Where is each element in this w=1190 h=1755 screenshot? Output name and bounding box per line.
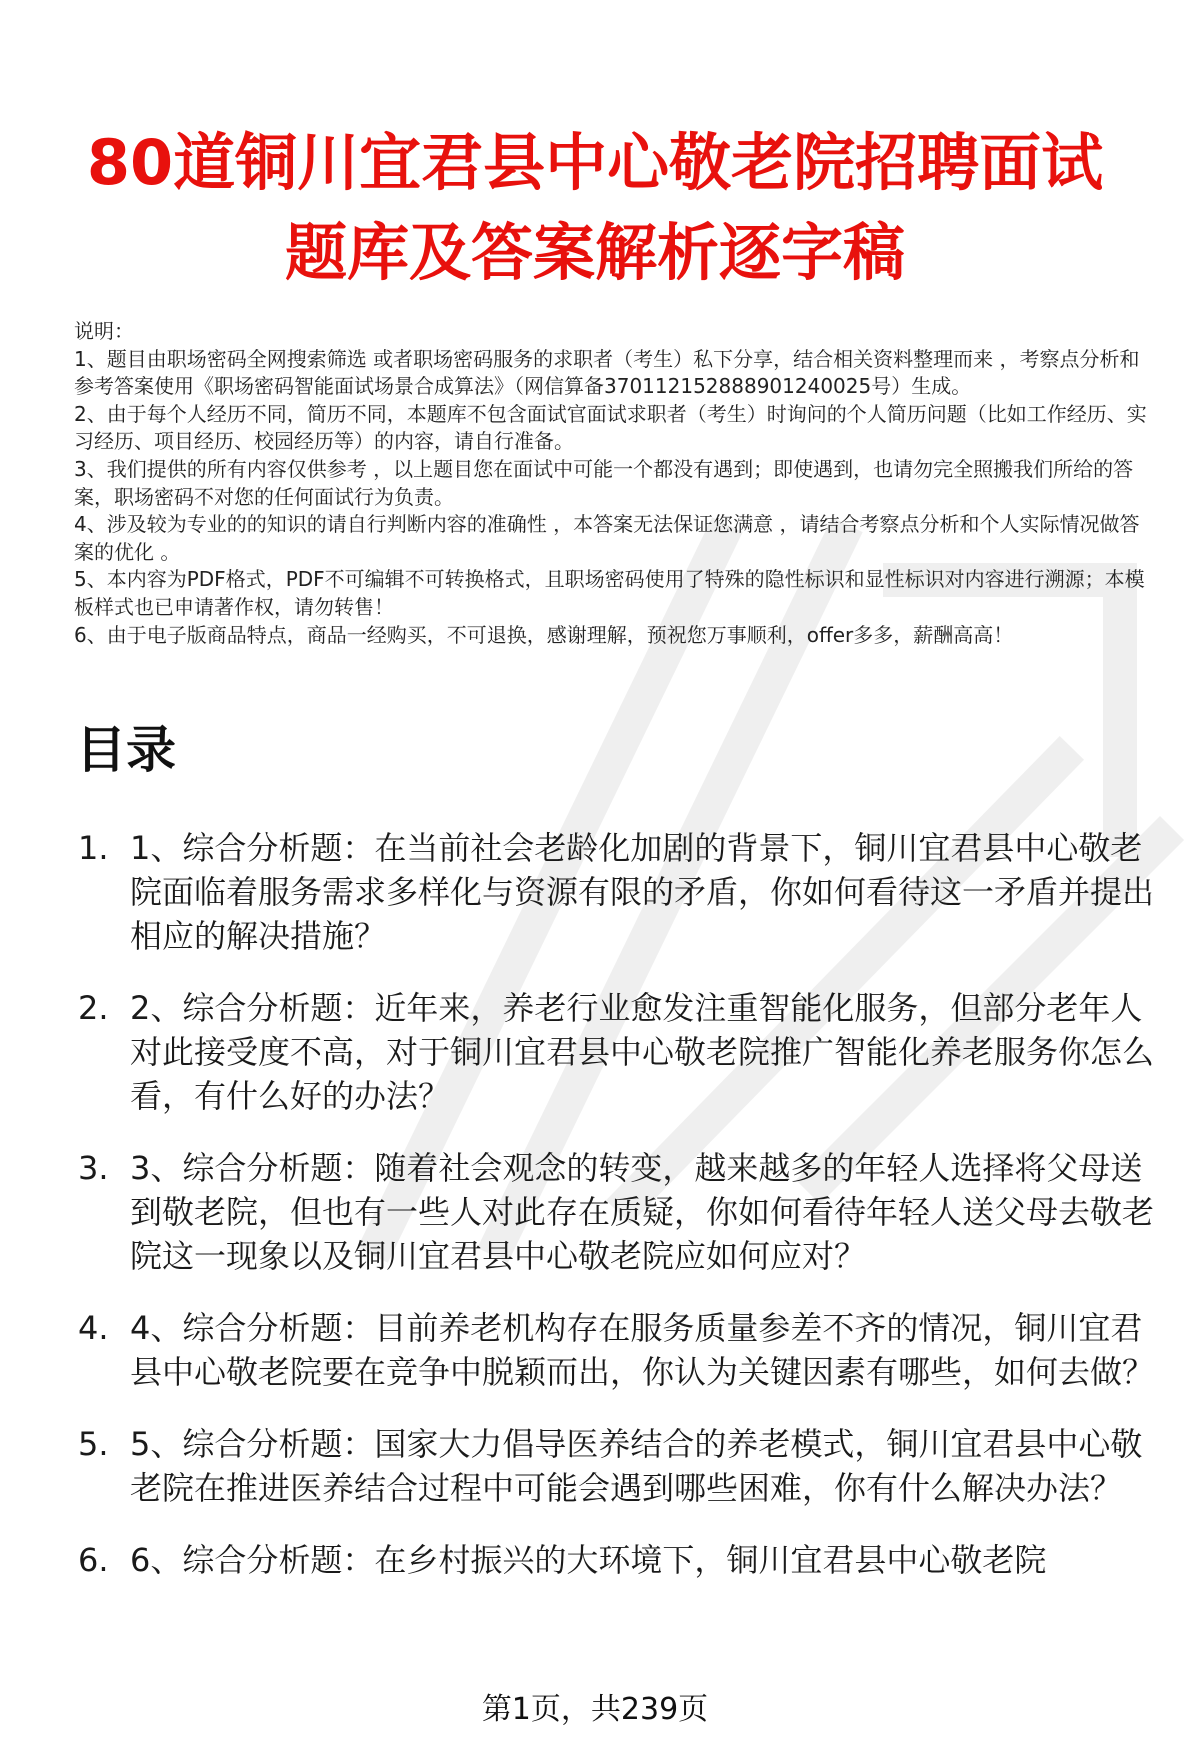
note-item: 4、涉及较为专业的的知识的请自行判断内容的准确性 ，本答案无法保证您满意 ，请结合考察点分析和个人实际情况做答案的优化 。 <box>74 512 1140 564</box>
page-footer: 第1页，共239页 <box>481 1692 709 1727</box>
toc-item-text: 4、综合分析题：目前养老机构存在服务质量参差不齐的情况，铜川宜君县中心敬老院要在竞争中脱颖而出，你认为关键因素有哪些，如何去做？ <box>130 1309 1155 1391</box>
toc-item-number: 5. <box>78 1425 109 1463</box>
toc-item-text: 2、综合分析题：近年来，养老行业愈发注重智能化服务，但部分老年人对此接受度不高，对于铜川宜君县中心敬老院推广智能化养老服务你怎么看，有什么好的办法？ <box>130 989 1155 1115</box>
toc-item-number: 6. <box>78 1541 109 1579</box>
toc-item-text: 5、综合分析题：国家大力倡导医养结合的养老模式，铜川宜君县中心敬老院在推进医养结合过程中可能会遇到哪些困难，你有什么解决办法？ <box>130 1425 1143 1507</box>
note-item: 6、由于电子版商品特点，商品一经购买，不可退换，感谢理解，预祝您万事顺利，offer多多，薪酬高高！ <box>74 622 1014 647</box>
toc-item[interactable] <box>78 1422 1168 1510</box>
toc-item-text: 6、综合分析题：在乡村振兴的大环境下，铜川宜君县中心敬老院 <box>130 1541 1047 1579</box>
toc-item[interactable] <box>78 1538 1168 1582</box>
toc-item[interactable] <box>78 986 1168 1118</box>
toc-heading: 目录 <box>76 721 176 779</box>
toc-item-number: 3. <box>78 1149 109 1187</box>
note-item: 2、由于每个人经历不同，简历不同，本题库不包含面试官面试求职者（考生）时询问的个人简历问题（比如工作经历、实习经历、项目经历、校园经历等）的内容，请自行准备。 <box>74 401 1147 454</box>
toc-item-number: 1. <box>78 829 109 867</box>
toc-item[interactable] <box>78 1146 1168 1278</box>
note-item: 1、题目由职场密码全网搜索筛选 或者职场密码服务的求职者（考生）私下分享，结合相关资料整理而来 ，考察点分析和参考答案使用《职场密码智能面试场景合成算法》（网信算备370112152888901240025号）生成。 <box>74 346 1140 399</box>
toc-item[interactable] <box>78 826 1168 958</box>
notes-heading: 说明： <box>74 319 134 343</box>
toc-item-text: 1、综合分析题：在当前社会老龄化加剧的背景下，铜川宜君县中心敬老院面临着服务需求多样化与资源有限的矛盾，你如何看待这一矛盾并提出相应的解决措施？ <box>130 829 1155 955</box>
note-item: 5、本内容为PDF格式，PDF不可编辑不可转换格式，且职场密码使用了特殊的隐性标识和显性标识对内容进行溯源；本模板样式也已申请著作权，请勿转售！ <box>74 567 1145 619</box>
toc-item-number: 2. <box>78 989 109 1027</box>
toc-item[interactable] <box>78 1306 1168 1394</box>
toc-list <box>78 826 1168 1610</box>
document-title: 80道铜川宜君县中心敬老院招聘面试题库及答案解析逐字稿 <box>86 126 1104 289</box>
note-item: 3、我们提供的所有内容仅供参考 ，以上题目您在面试中可能一个都没有遇到；即使遇到，也请勿完全照搬我们所给的答案，职场密码不对您的任何面试行为负责。 <box>74 456 1134 509</box>
toc-item-number: 4. <box>78 1309 109 1347</box>
toc-item-text: 3、综合分析题：随着社会观念的转变，越来越多的年轻人选择将父母送到敬老院，但也有一些人对此存在质疑，你如何看待年轻人送父母去敬老院这一现象以及铜川宜君县中心敬老院应如何应对？ <box>130 1149 1155 1275</box>
notes-section <box>74 318 1154 649</box>
